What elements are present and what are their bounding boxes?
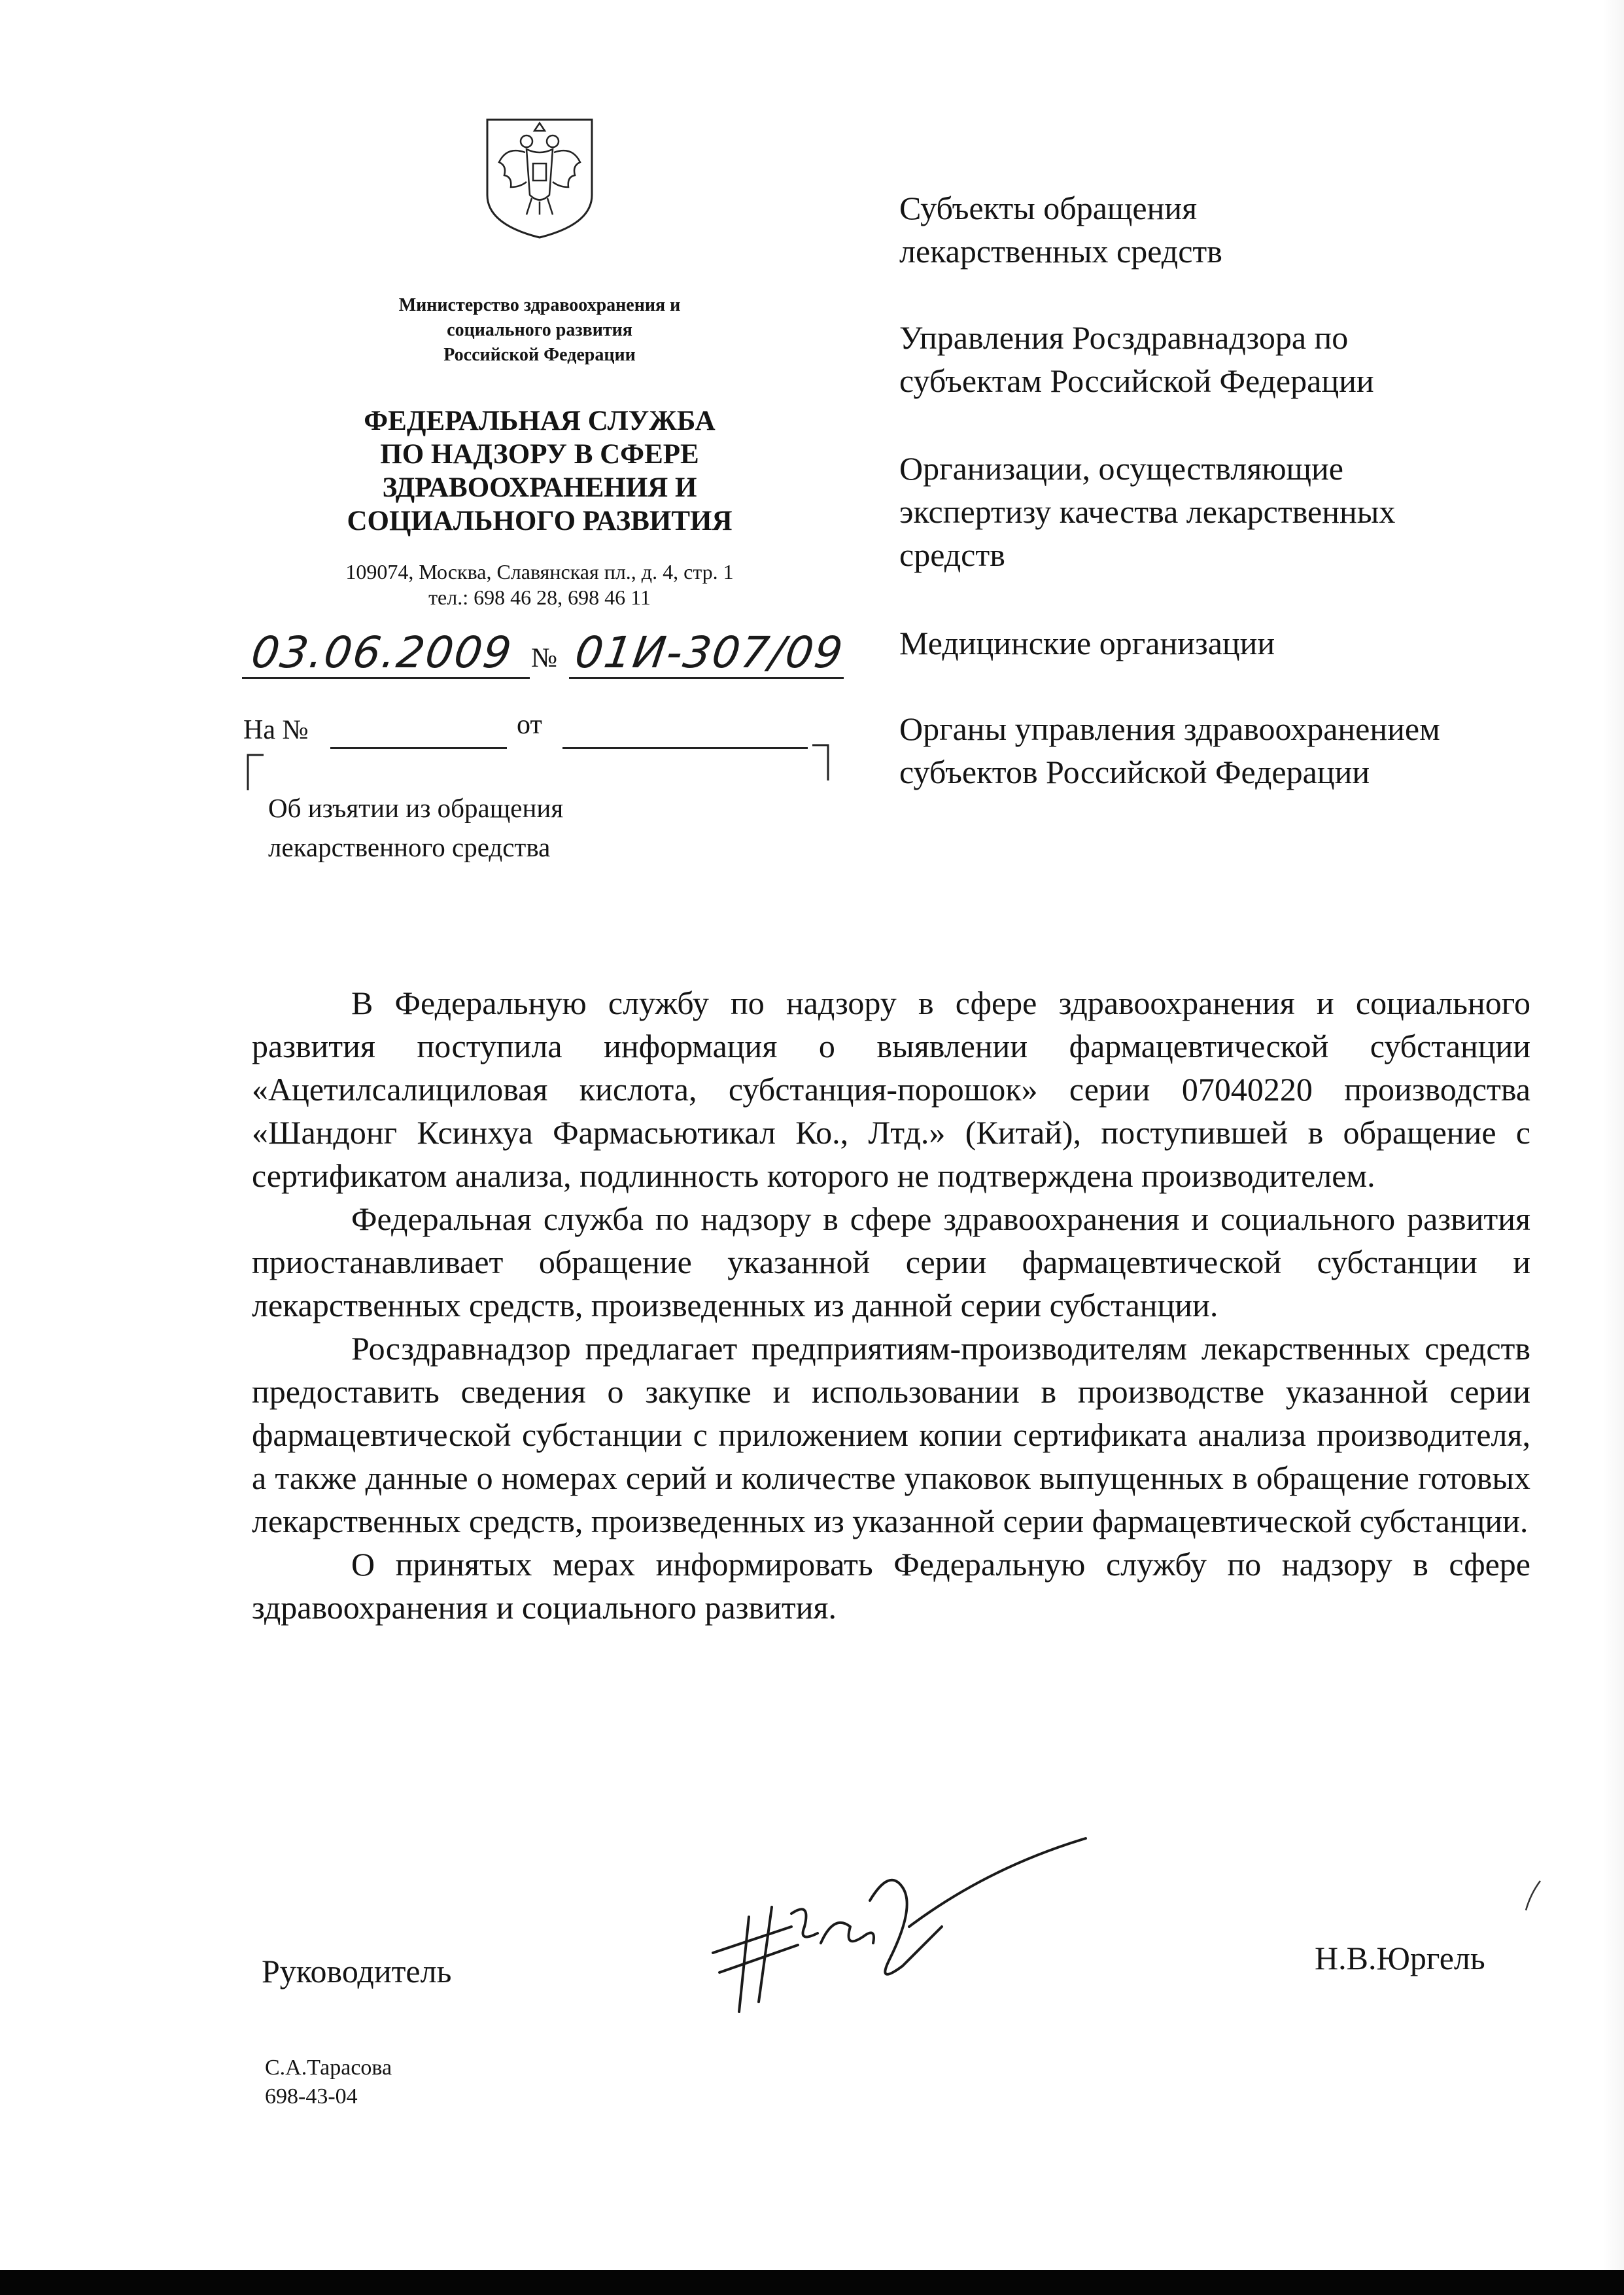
body-paragraph: Федеральная служба по надзору в сфере здравоохранения и социального развития приостанавливает обращение указанной серии фармацевтической субстанции и лекарственных средств, произведенных из данной серии субстанции.	[252, 1200, 1530, 1323]
service-line: ЗДРАВООХРАНЕНИЯ И	[382, 472, 697, 503]
registration-number-underline	[569, 677, 844, 679]
subject-line: Об изъятии из обращения	[268, 793, 564, 823]
ministry-line: социального развития	[447, 320, 632, 340]
addressee-line: субъектам Российской Федерации	[899, 362, 1374, 399]
letter-body	[252, 981, 1530, 1629]
addressee-line: субъектов Российской Федерации	[899, 754, 1370, 790]
signatory-title: Руководитель	[262, 1953, 452, 1989]
service-name	[281, 404, 798, 538]
addressee-line: лекарственных средств	[899, 233, 1222, 270]
ministry-line: Министерство здравоохранения и	[398, 295, 681, 315]
service-line: ПО НАДЗОРУ В СФЕРЕ	[380, 439, 699, 470]
registration-date: 03.06.2009	[248, 627, 516, 678]
subject-line: лекарственного средства	[268, 832, 551, 862]
sender-address	[281, 559, 798, 610]
addressee-line: средств	[899, 536, 1005, 573]
executor-name: С.А.Тарасова	[265, 2056, 392, 2080]
body-paragraph: О принятых мерах информировать Федеральную службу по надзору в сфере здравоохранения и социального развития.	[252, 1546, 1530, 1626]
letter-subject	[268, 788, 563, 867]
addressee-line: Управления Росздравнадзора по	[899, 319, 1349, 356]
registration-number-sign: №	[531, 643, 558, 673]
addressee-line: Организации, осуществляющие	[899, 450, 1344, 487]
scan-edge-shading	[1602, 0, 1624, 2295]
handwritten-signature-icon	[693, 1829, 1099, 2025]
reference-number-label: На №	[243, 715, 309, 745]
addressee-line: Органы управления здравоохранением	[899, 710, 1440, 747]
body-paragraph: В Федеральную службу по надзору в сфере здравоохранения и социального развития поступила информация о выявлении фармацевтической субстанции «Ацетилсалициловая кислота, субстанция-порошок» серии 07040220 производства «Шандонг Ксинхуа Фармасьютикал Ко., Лтд.» (Китай), поступившей в обращение с сертификатом анализа, подлинность которого не подтверждена производителем.	[252, 985, 1530, 1194]
subject-bracket-left	[245, 752, 265, 792]
registration-date-underline	[242, 677, 530, 679]
executor-phone: 698-43-04	[265, 2084, 358, 2109]
signatory-name: Н.В.Юргель	[1315, 1940, 1485, 1976]
registration-number: 01И-307/09	[572, 627, 847, 678]
russian-coat-of-arms-icon	[481, 116, 598, 241]
addressee	[899, 447, 1395, 576]
reference-number-line	[330, 747, 507, 749]
reference-date-line	[562, 747, 808, 749]
addressee-line: Медицинские организации	[899, 625, 1275, 661]
address-line: тел.: 698 46 28, 698 46 11	[428, 586, 651, 609]
addressee	[899, 622, 1275, 665]
addressee-line: Субъекты обращения	[899, 190, 1198, 226]
ministry-name	[288, 293, 791, 368]
addressee-line: экспертизу качества лекарственных	[899, 493, 1396, 530]
addressee	[899, 186, 1222, 273]
service-line: ФЕДЕРАЛЬНАЯ СЛУЖБА	[364, 406, 716, 436]
pen-mark-icon	[1521, 1878, 1547, 1914]
address-line: 109074, Москва, Славянская пл., д. 4, стр. 1	[345, 560, 734, 584]
reference-date-label: от	[517, 710, 542, 740]
scan-bottom-border	[0, 2270, 1624, 2295]
addressee	[899, 316, 1374, 402]
ministry-line: Российской Федерации	[443, 345, 636, 365]
addressee	[899, 707, 1440, 794]
service-line: СОЦИАЛЬНОГО РАЗВИТИЯ	[347, 506, 733, 536]
body-paragraph: Росздравнадзор предлагает предприятиям-производителям лекарственных средств предоставить сведения о закупке и использовании в производстве указанной серии фармацевтической субстанции с приложением копии сертификата анализа производителя, а также данные о номерах серий и количестве упаковок выпущенных в обращение готовых лекарственных средств, произведенных из указанной серии фармацевтической субстанции.	[252, 1330, 1530, 1539]
subject-bracket-right	[811, 743, 831, 782]
